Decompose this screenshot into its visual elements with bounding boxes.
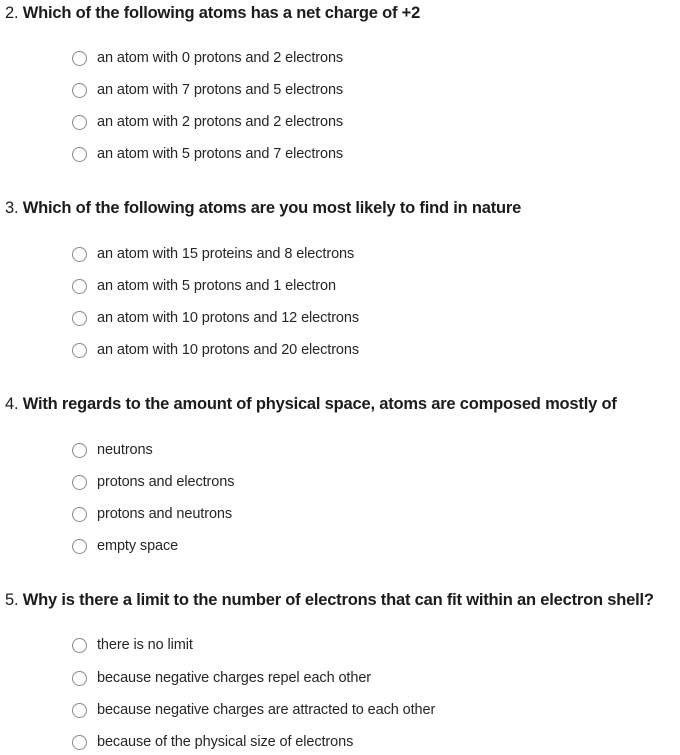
- option-radio[interactable]: [72, 47, 343, 69]
- option-label: an atom with 5 protons and 1 electron: [97, 278, 336, 294]
- question-text: Which of the following atoms has a net charge of +2: [22, 4, 421, 22]
- question-number: 3.: [5, 199, 19, 217]
- option-label: an atom with 10 protons and 20 electrons: [97, 342, 359, 358]
- question-title: [5, 395, 617, 414]
- radio-button-icon[interactable]: [72, 539, 87, 554]
- question-title: [5, 591, 654, 610]
- question-title: [5, 199, 521, 218]
- option-radio[interactable]: [72, 79, 343, 101]
- option-label: neutrons: [97, 442, 153, 458]
- radio-button-icon[interactable]: [72, 703, 87, 718]
- option-label: an atom with 15 proteins and 8 electrons: [97, 246, 355, 262]
- radio-button-icon[interactable]: [72, 638, 87, 653]
- radio-button-icon[interactable]: [72, 475, 87, 490]
- question-text: Which of the following atoms are you most likely to find in nature: [22, 199, 522, 217]
- option-radio[interactable]: [72, 143, 343, 165]
- option-radio[interactable]: [72, 307, 359, 329]
- radio-button-icon[interactable]: [72, 735, 87, 750]
- option-radio[interactable]: [72, 634, 193, 656]
- option-label: because negative charges are attracted to each other: [97, 702, 436, 718]
- radio-button-icon[interactable]: [72, 115, 87, 130]
- radio-button-icon[interactable]: [72, 443, 87, 458]
- option-label: because of the physical size of electrons: [97, 734, 354, 750]
- question-text: Why is there a limit to the number of electrons that can fit within an electron shell?: [22, 591, 654, 609]
- radio-button-icon[interactable]: [72, 311, 87, 326]
- question-number: 2.: [5, 4, 19, 22]
- radio-button-icon[interactable]: [72, 343, 87, 358]
- radio-button-icon[interactable]: [72, 671, 87, 686]
- radio-button-icon[interactable]: [72, 147, 87, 162]
- option-radio[interactable]: [72, 439, 153, 461]
- option-label: empty space: [97, 538, 179, 554]
- option-radio[interactable]: [72, 731, 353, 753]
- option-radio[interactable]: [72, 471, 234, 493]
- question-text: With regards to the amount of physical space, atoms are composed mostly of: [22, 395, 617, 413]
- option-label: an atom with 2 protons and 2 electrons: [97, 114, 344, 130]
- option-radio[interactable]: [72, 503, 232, 525]
- option-label: an atom with 7 protons and 5 electrons: [97, 82, 344, 98]
- option-label: protons and neutrons: [97, 506, 233, 522]
- option-label: because negative charges repel each other: [97, 670, 372, 686]
- radio-button-icon[interactable]: [72, 279, 87, 294]
- option-radio[interactable]: [72, 275, 336, 297]
- option-radio[interactable]: [72, 111, 343, 133]
- option-label: an atom with 5 protons and 7 electrons: [97, 146, 344, 162]
- option-radio[interactable]: [72, 339, 359, 361]
- option-radio[interactable]: [72, 243, 354, 265]
- option-label: an atom with 0 protons and 2 electrons: [97, 50, 344, 66]
- radio-button-icon[interactable]: [72, 247, 87, 262]
- radio-button-icon[interactable]: [72, 83, 87, 98]
- option-radio[interactable]: [72, 535, 178, 557]
- question-title: [5, 4, 420, 23]
- option-label: there is no limit: [97, 637, 193, 653]
- radio-button-icon[interactable]: [72, 507, 87, 522]
- question-number: 5.: [5, 591, 19, 609]
- question-number: 4.: [5, 395, 19, 413]
- option-radio[interactable]: [72, 699, 435, 721]
- option-label: protons and electrons: [97, 474, 235, 490]
- option-radio[interactable]: [72, 667, 371, 689]
- option-label: an atom with 10 protons and 12 electrons: [97, 310, 359, 326]
- radio-button-icon[interactable]: [72, 51, 87, 66]
